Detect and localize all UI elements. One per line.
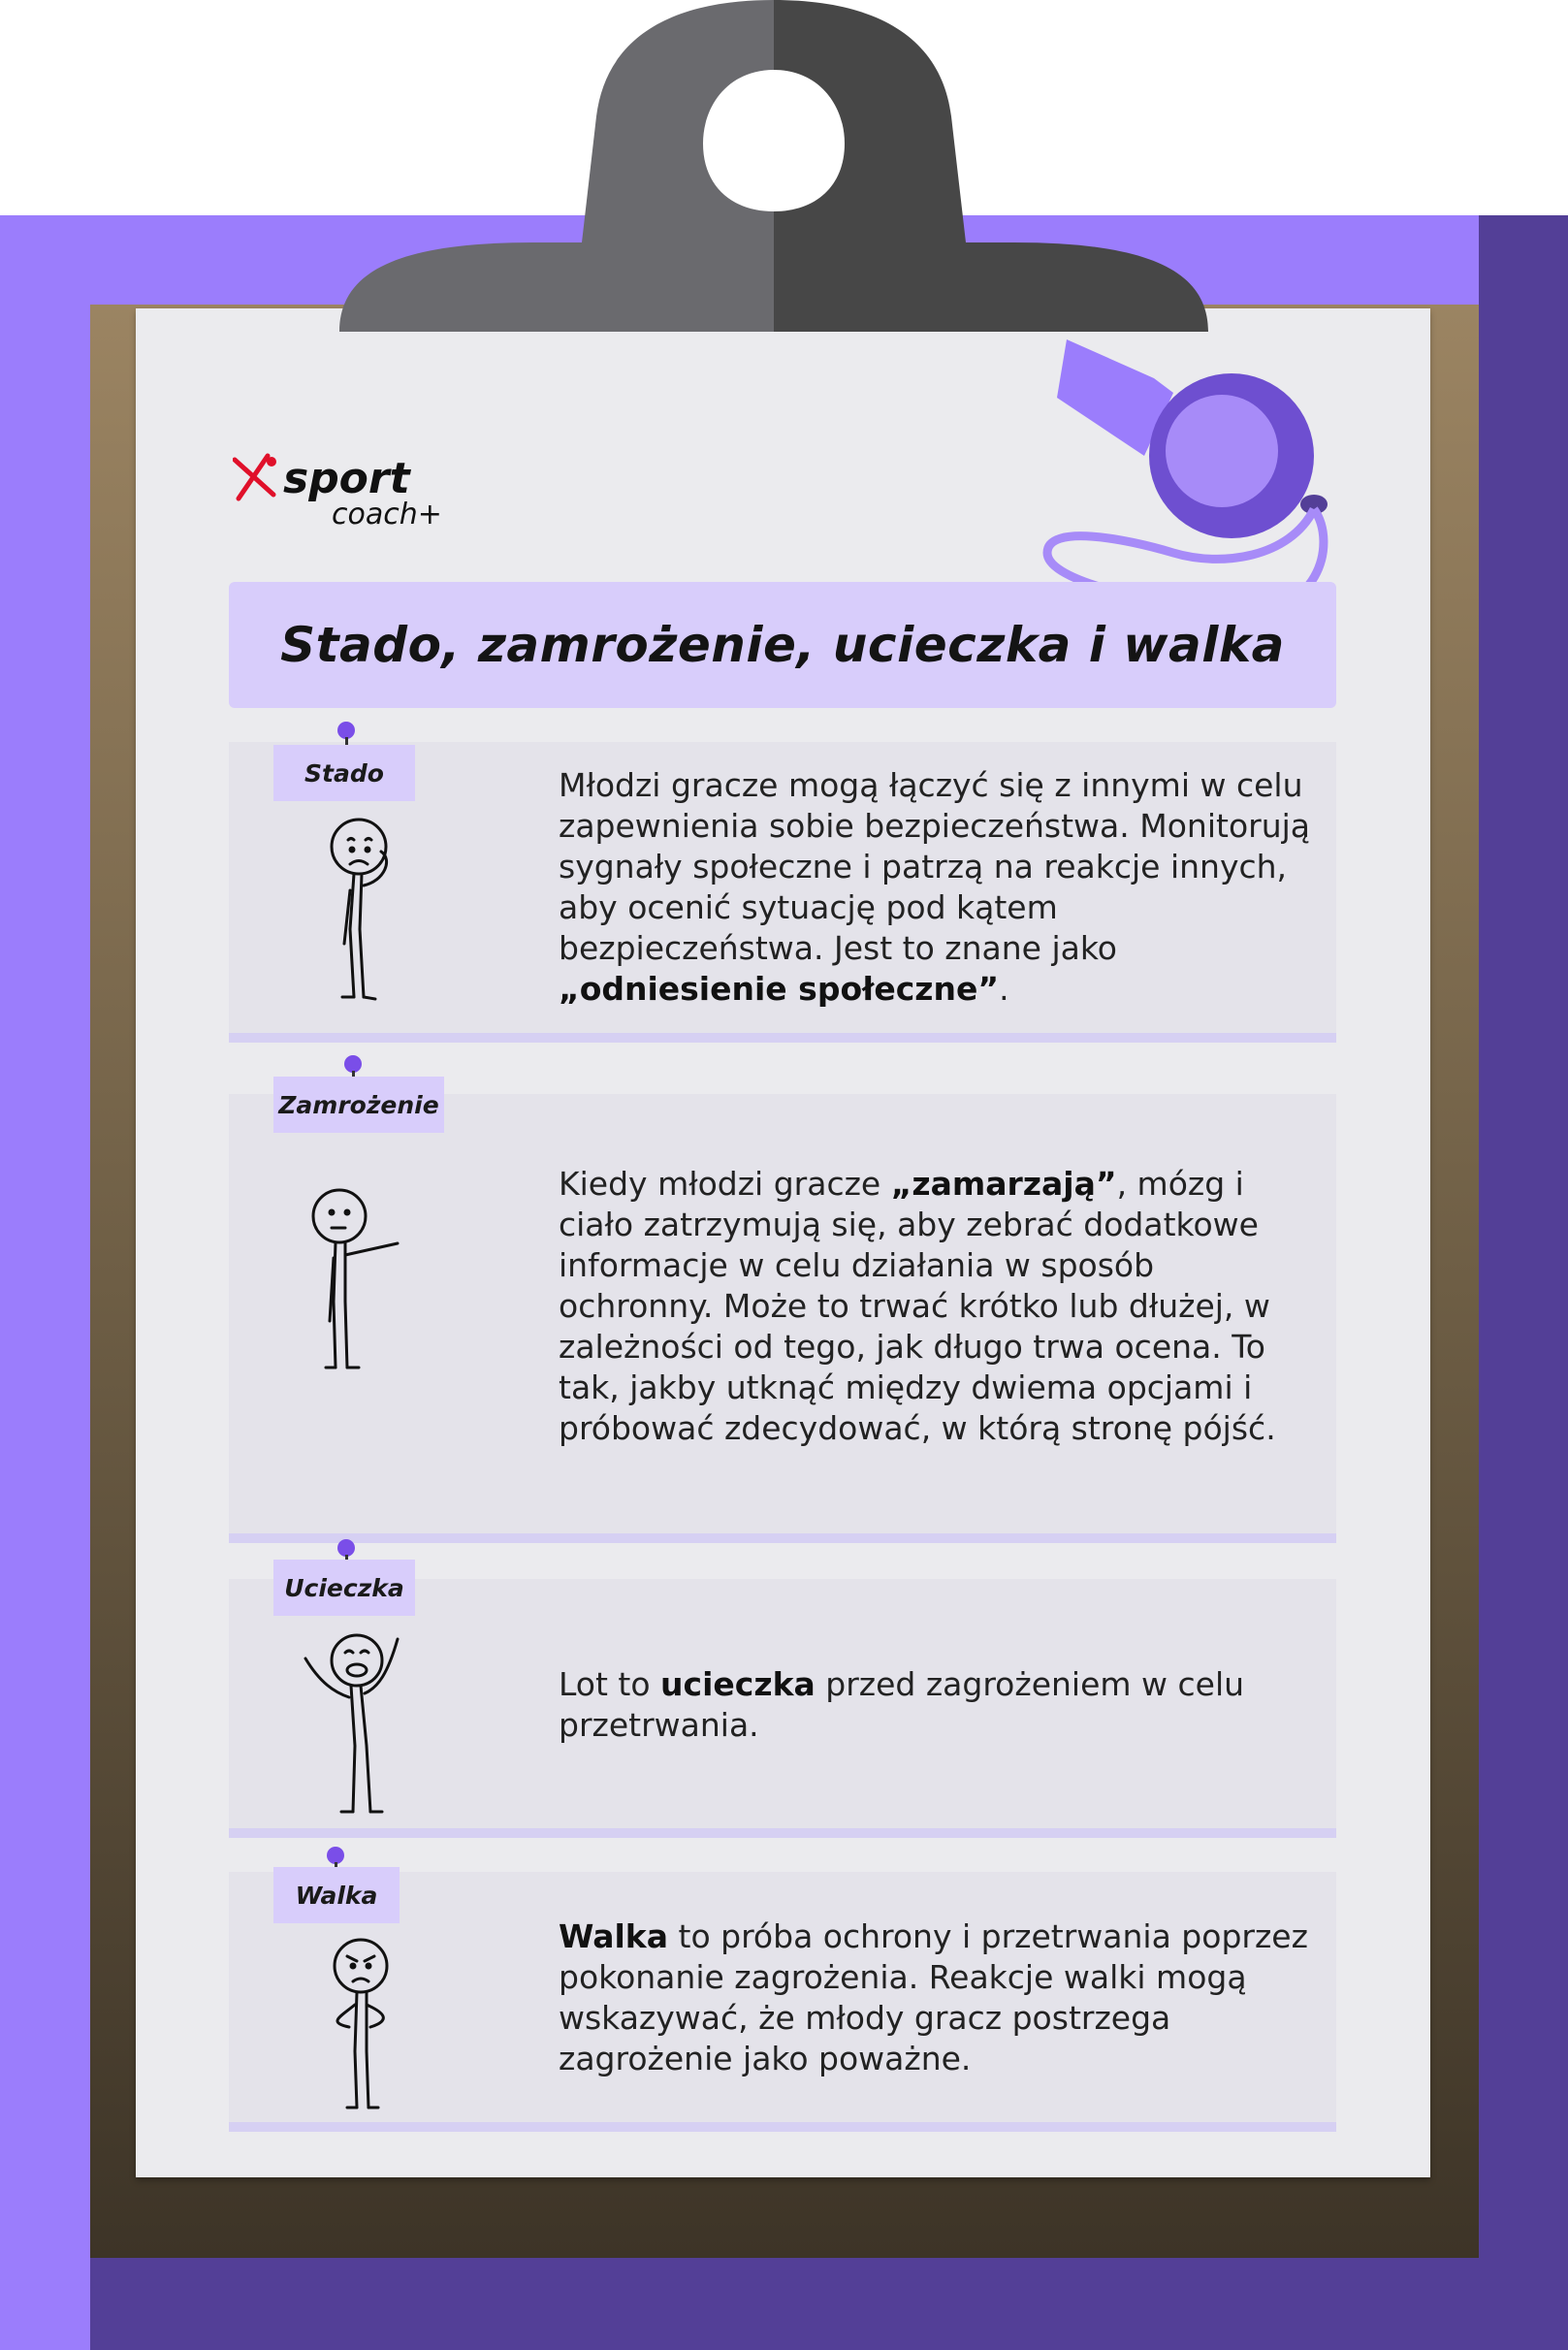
tag-label: Zamrożenie	[278, 1090, 439, 1119]
whistle-icon	[1028, 330, 1348, 621]
section-text: Walka to próba ochrony i przetrwania poprzez pokonanie zagrożenia. Reakcje walki mogą wskazywać, że młody gracz postrzega zagrożenie jako poważne.	[559, 1917, 1308, 2077]
tag-label: Ucieczka	[284, 1573, 404, 1602]
page-title: Stado, zamrożenie, ucieczka i walka	[280, 617, 1285, 673]
tag-label: Stado	[304, 758, 384, 788]
svg-text:sport: sport	[283, 454, 410, 503]
section-divider	[229, 2122, 1336, 2132]
tag-ucieczka	[273, 1560, 415, 1616]
section-text: Młodzi gracze mogą łączyć się z innymi w celu zapewnienia sobie bezpieczeństwa. Monitorują sygnały społeczne i patrzą na reakcje innych, aby ocenić sytuację pod kątem bezpieczeństwa. Jest to znane jako „odniesienie społeczne”.	[559, 766, 1311, 1008]
tag-walka	[273, 1867, 400, 1923]
tag-stado	[273, 745, 415, 801]
tag-label: Walka	[295, 1881, 378, 1910]
clipboard-clip-icon	[339, 0, 1208, 332]
worried-stick-figure-icon	[315, 813, 422, 1007]
section-divider	[229, 1828, 1336, 1838]
sport-coach-logo	[233, 448, 485, 535]
background-shadow-bottom	[90, 2258, 1568, 2350]
section-divider	[229, 1533, 1336, 1543]
svg-text:coach+: coach+	[332, 498, 442, 531]
scared-stick-figure-icon	[301, 1629, 417, 1823]
background-shadow-right	[1479, 215, 1568, 2350]
section-divider	[229, 1033, 1336, 1043]
section-text: Kiedy młodzi gracze „zamarzają”, mózg i ciało zatrzymują się, aby zebrać dodatkowe informacje w celu działania w sposób ochronny. Może to trwać krótko lub dłużej, w zależności od tego, jak długo trwa ocena. To tak, jakby utknąć między dwiema opcjami i próbować zdecydować, w którą stronę pójść.	[559, 1165, 1276, 1447]
stop-gesture-stick-figure-icon	[301, 1185, 407, 1379]
tag-zamrozenie	[273, 1077, 444, 1133]
title-banner	[229, 582, 1336, 708]
section-text: Lot to ucieczka przed zagrożeniem w celu przetrwania.	[559, 1665, 1245, 1744]
angry-stick-figure-icon	[320, 1935, 417, 2119]
